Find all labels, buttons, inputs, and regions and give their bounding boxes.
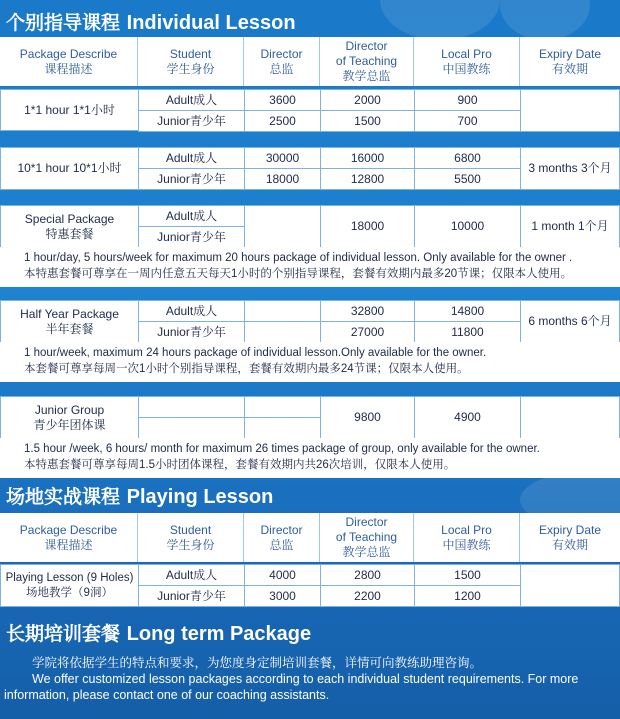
special-package-note — [0, 247, 620, 287]
col-expiry-date: Expiry Date 有效期 — [538, 522, 602, 552]
package-cell: 10*1 hour 10*1小时 — [0, 147, 139, 190]
director-cell: 4000 — [244, 564, 321, 586]
playing-table-header — [0, 513, 620, 562]
local-pro-cell: 11800 — [414, 321, 521, 343]
local-pro-cell: 700 — [414, 110, 521, 132]
student-cell: Junior青少年 — [138, 585, 245, 607]
col-director: Director 总监 — [244, 37, 320, 86]
student-cell: Adult成人 — [138, 205, 245, 227]
description-en-1: We offer customized lesson packages according to each individual student requirements. For more — [32, 672, 579, 686]
dot-cell: 18000 — [320, 205, 415, 248]
director-cell — [244, 396, 321, 418]
col-local-pro: Local Pro 中国教练 — [414, 37, 520, 86]
student-cell: Junior青少年 — [138, 321, 245, 343]
note-cn: 本套餐可尊享每周一次1小时个别指导课程，套餐有效期内最多24节课；仅限本人使用。 — [24, 363, 469, 375]
student-cell — [138, 417, 245, 439]
student-cell: Adult成人 — [138, 147, 245, 169]
student-cell — [138, 396, 245, 418]
student-cell: Junior青少年 — [138, 168, 245, 190]
expiry-cell: 6 months 6个月 — [520, 300, 620, 343]
local-pro-cell: 1500 — [414, 564, 521, 586]
director-cell: 30000 — [244, 147, 321, 169]
student-cell: Junior青少年 — [138, 110, 245, 132]
playing-lesson-title — [6, 482, 273, 512]
package-cell: 1*1 hour 1*1小时 — [0, 89, 139, 131]
local-pro-cell: 5500 — [414, 168, 521, 190]
package-cell: Junior Group 青少年团体课 — [0, 396, 139, 439]
student-cell: Adult成人 — [138, 564, 245, 586]
local-pro-cell: 1200 — [414, 585, 521, 607]
junior-group-note — [0, 438, 620, 478]
title-cn: 个别指导课程 — [6, 12, 121, 34]
dot-cell: 12800 — [320, 168, 415, 190]
local-pro-cell: 10000 — [414, 205, 521, 248]
expiry-cell — [520, 564, 620, 607]
long-term-package-title — [6, 619, 311, 649]
individual-lesson-title — [6, 8, 296, 38]
package-cell: Playing Lesson (9 Holes) 场地教学（9洞） — [0, 564, 139, 607]
col-package-describe: Package Describe 课程描述 — [0, 513, 138, 562]
dot-cell: 2200 — [320, 585, 415, 607]
dot-cell: 2800 — [320, 564, 415, 586]
description-en-2: information, please contact one of our coaching assistants. — [4, 688, 330, 702]
description-cn: 学院将依据学生的特点和要求，为您度身定制培训套餐，详情可向教练助理咨询。 — [32, 656, 483, 670]
bg-decoration — [500, 0, 590, 40]
col-local-pro: Local Pro 中国教练 — [414, 513, 520, 562]
title-cn: 长期培训套餐 — [6, 623, 121, 645]
local-pro-cell: 900 — [414, 89, 521, 111]
title-en: Long term Package — [126, 623, 312, 645]
local-pro-cell: 4900 — [414, 396, 521, 439]
local-pro-cell: 14800 — [414, 300, 521, 322]
director-cell: 3600 — [244, 89, 321, 111]
bg-decoration — [380, 0, 500, 40]
director-cell — [244, 205, 321, 248]
title-en: Individual Lesson — [126, 12, 296, 34]
title-en: Playing Lesson — [126, 486, 274, 508]
expiry-cell: 3 months 3个月 — [520, 147, 620, 190]
package-cell: Special Package 特惠套餐 — [0, 205, 139, 248]
note-en: 1 hour/day, 5 hours/week for maximum 20 hours package of individual lesson. Only available for the owner . — [24, 252, 573, 264]
dot-cell: 1500 — [320, 110, 415, 132]
col-director-of-teaching: Director of Teaching 教学总监 — [320, 513, 414, 562]
col-director: Director 总监 — [244, 513, 320, 562]
note-en: 1.5 hour /week, 6 hours/ month for maximum 26 times package of group, only available for the owner. — [24, 443, 540, 455]
student-cell: Adult成人 — [138, 300, 245, 322]
col-student: Student 学生身份 — [138, 37, 244, 86]
dot-cell: 27000 — [320, 321, 415, 343]
expiry-cell — [520, 89, 620, 132]
director-cell: 3000 — [244, 585, 321, 607]
local-pro-cell: 6800 — [414, 147, 521, 169]
half-year-note — [0, 342, 620, 382]
dot-cell: 16000 — [320, 147, 415, 169]
director-cell: 18000 — [244, 168, 321, 190]
expiry-cell — [520, 396, 620, 439]
title-cn: 场地实战课程 — [6, 486, 121, 508]
col-director-of-teaching: Director of Teaching 教学总监 — [320, 37, 414, 86]
dot-cell: 9800 — [320, 396, 415, 439]
col-package-describe: Package Describe 课程描述 — [0, 37, 138, 86]
director-cell — [244, 300, 321, 322]
dot-cell: 2000 — [320, 89, 415, 111]
note-cn: 本特惠套餐可尊享每周1.5小时团体课程，套餐有效期内共26次培训，仅限本人使用。 — [24, 459, 456, 471]
package-cell: Half Year Package 半年套餐 — [0, 300, 139, 343]
dot-cell: 32800 — [320, 300, 415, 322]
director-cell: 2500 — [244, 110, 321, 132]
student-cell: Adult成人 — [138, 89, 245, 111]
note-cn: 本特惠套餐可尊享在一周内任意五天每天1小时的个别指导课程，套餐有效期内最多20节课；仅限本人使用。 — [24, 268, 573, 280]
note-en: 1 hour/week, maximum 24 hours package of individual lesson.Only available for the owner. — [24, 347, 487, 359]
long-term-description — [0, 655, 620, 703]
student-cell: Junior青少年 — [138, 226, 245, 248]
director-cell — [244, 417, 321, 439]
expiry-cell: 1 month 1个月 — [520, 205, 620, 248]
col-expiry-date: Expiry Date 有效期 — [538, 46, 602, 76]
individual-table-header — [0, 37, 620, 86]
director-cell — [244, 321, 321, 343]
col-student: Student 学生身份 — [138, 513, 244, 562]
